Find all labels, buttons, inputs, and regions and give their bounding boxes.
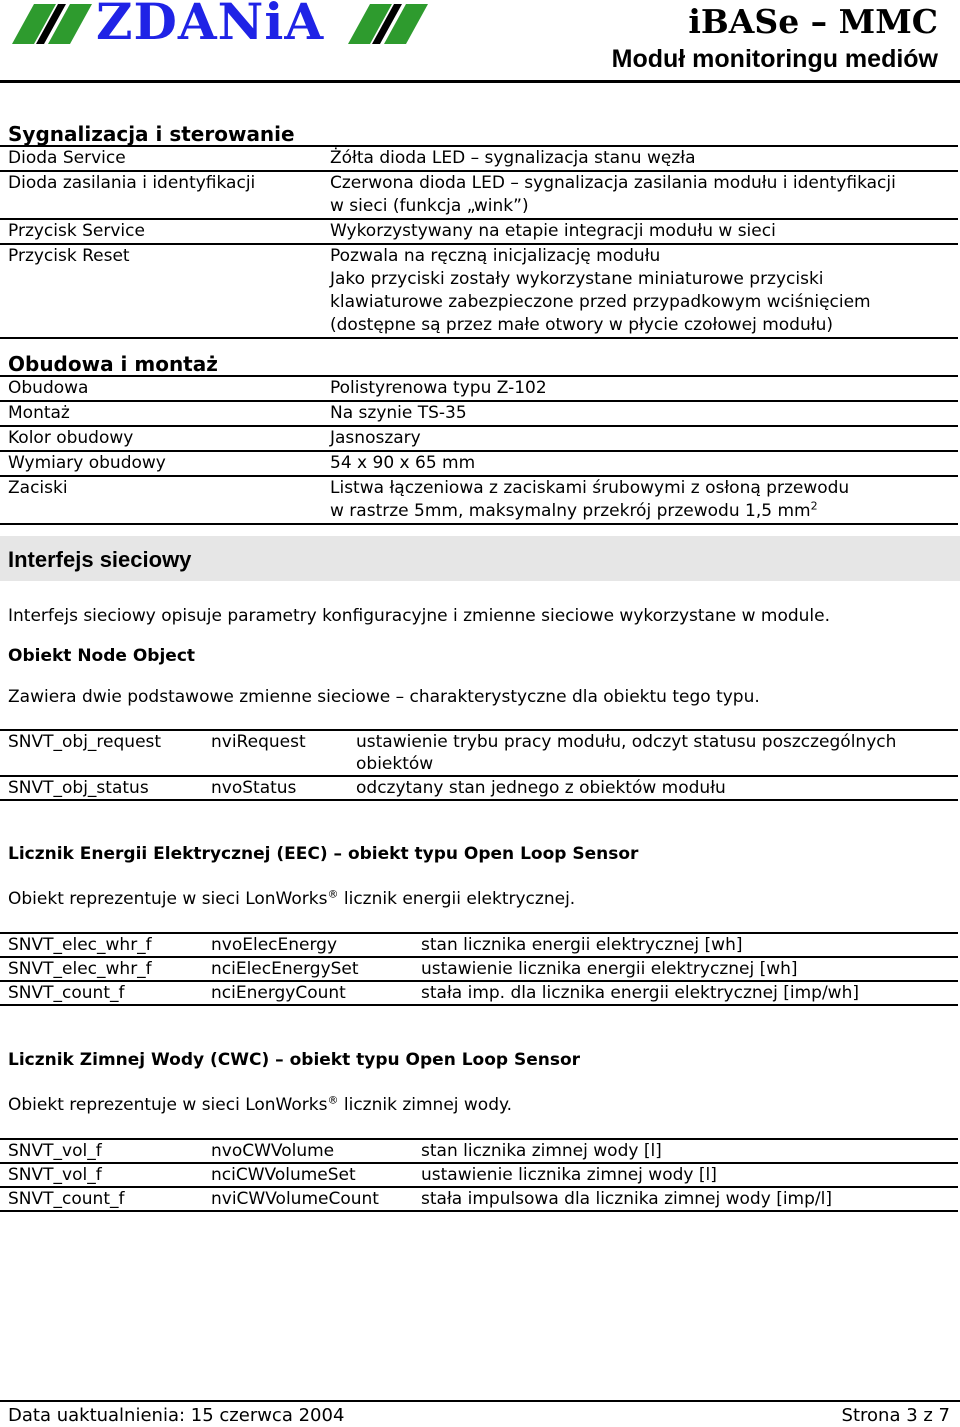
row-value: Jasnoszary [330,428,421,448]
var-desc: ustawienie trybu pracy modułu, odczyt statusu poszczególnych obiektów [356,732,897,774]
product-subtitle: Moduł monitoringu mediów [611,45,938,73]
eec-title: Licznik Energii Elektrycznej (EEC) – obiekt typu Open Loop Sensor [8,844,639,864]
var-name: nvoElecEnergy [211,935,338,955]
var-type: SNVT_obj_request [8,732,162,752]
row-value: Polistyrenowa typu Z-102 [330,378,547,398]
var-type: SNVT_count_f [8,1189,125,1209]
row-value: Wykorzystywany na etapie integracji modułu w sieci [330,221,776,241]
footer-page-number: Strona 3 z 7 [841,1405,950,1426]
header-rule [0,80,960,83]
row-value: Listwa łączeniowa z zaciskami śrubowymi z osłoną przewodu w rastrze 5mm, maksymalny przekrój przewodu 1,5 $mm^2$ [330,478,850,521]
table-row [0,956,958,980]
table-row [0,218,958,243]
var-type: SNVT_count_f [8,983,125,1003]
row-value: Czerwona dioda LED – sygnalizacja zasilania modułu i identyfikacji w sieci (funkcja „wink”) [330,173,896,216]
section-title-signaling: Sygnalizacja i sterowanie [8,122,295,146]
var-type: SNVT_vol_f [8,1141,102,1161]
product-name: iBASe – MMC [688,2,938,41]
section-title-network: Interfejs sieciowy [8,547,192,572]
table-row [0,170,958,218]
row-label: Przycisk Reset [8,246,130,266]
node-object-table [0,729,958,801]
table-row [0,1162,958,1186]
table-row [0,775,958,801]
var-desc: ustawienie licznika energii elektrycznej [wh] [421,959,798,979]
eec-desc: Obiekt reprezentuje w sieci LonWorks® licznik energii elektrycznej. [8,887,576,909]
var-name: nciEnergyCount [211,983,346,1003]
row-label: Wymiary obudowy [8,453,166,473]
row-value: Żółta dioda LED – sygnalizacja stanu węzła [330,148,696,168]
var-name: nciCWVolumeSet [211,1165,356,1185]
footer-rule [0,1400,960,1402]
table-row [0,450,958,475]
cwc-title: Licznik Zimnej Wody (CWC) – obiekt typu Open Loop Sensor [8,1050,581,1070]
row-label: Montaż [8,403,70,423]
footer-updated: Data uaktualnienia: 15 czerwca 2004 [8,1405,345,1426]
table-row [0,145,958,170]
node-object-desc: Zawiera dwie podstawowe zmienne sieciowe – charakterystyczne dla obiektu tego typu. [8,687,760,707]
var-desc: stała imp. dla licznika energii elektrycznej [imp/wh] [421,983,859,1003]
var-type: SNVT_vol_f [8,1165,102,1185]
var-type: SNVT_obj_status [8,778,149,798]
var-name: nviCWVolumeCount [211,1189,379,1209]
table-row [0,375,958,400]
row-value: Pozwala na ręczną inicjalizację modułu Jako przyciski zostały wykorzystane miniaturowe przyciski klawiaturowe zabezpieczone przed przypadkowym wciśnięciem (dostępne są przez małe otwory w płycie czołowej modułu) [330,246,871,335]
var-name: nciElecEnergySet [211,959,359,979]
company-logo [0,0,440,51]
var-desc: odczytany stan jednego z obiektów modułu [356,778,726,798]
row-label: Zaciski [8,478,68,498]
logo-stripes-left-icon [0,0,96,48]
superscript: 2 [810,499,818,513]
var-name: nvoStatus [211,778,297,798]
registered-mark: ® [327,887,339,901]
table-row [0,1138,958,1162]
table-row [0,425,958,450]
section-title-housing: Obudowa i montaż [8,352,218,376]
table-row [0,475,958,525]
row-label: Kolor obudowy [8,428,134,448]
row-label: Dioda zasilania i identyfikacji [8,173,256,193]
var-desc: stan licznika energii elektrycznej [wh] [421,935,743,955]
network-intro: Interfejs sieciowy opisuje parametry konfiguracyjne i zmienne sieciowe wykorzystane w module. [8,606,831,626]
table-row [0,1186,958,1212]
table-row [0,729,958,775]
row-label: Dioda Service [8,148,126,168]
housing-table [0,375,958,525]
var-name: nvoCWVolume [211,1141,335,1161]
table-row [0,980,958,1006]
row-value: Na szynie TS-35 [330,403,467,423]
row-value: 54 x 90 x 65 mm [330,453,476,473]
signaling-table [0,145,958,339]
registered-mark: ® [327,1093,339,1107]
logo-stripes-right-icon [338,0,434,48]
var-desc: stała impulsowa dla licznika zimnej wody [imp/l] [421,1189,832,1209]
row-label: Obudowa [8,378,89,398]
cwc-desc: Obiekt reprezentuje w sieci LonWorks® licznik zimnej wody. [8,1093,513,1115]
row-label: Przycisk Service [8,221,145,241]
var-desc: ustawienie licznika zimnej wody [l] [421,1165,717,1185]
var-type: SNVT_elec_whr_f [8,935,152,955]
table-row [0,932,958,956]
node-object-title: Obiekt Node Object [8,646,196,666]
var-name: nviRequest [211,732,306,752]
eec-table [0,932,958,1006]
var-type: SNVT_elec_whr_f [8,959,152,979]
cwc-table [0,1138,958,1212]
table-row [0,243,958,339]
logo-text: ZDANiA [96,0,325,51]
var-desc: stan licznika zimnej wody [l] [421,1141,662,1161]
table-row [0,400,958,425]
